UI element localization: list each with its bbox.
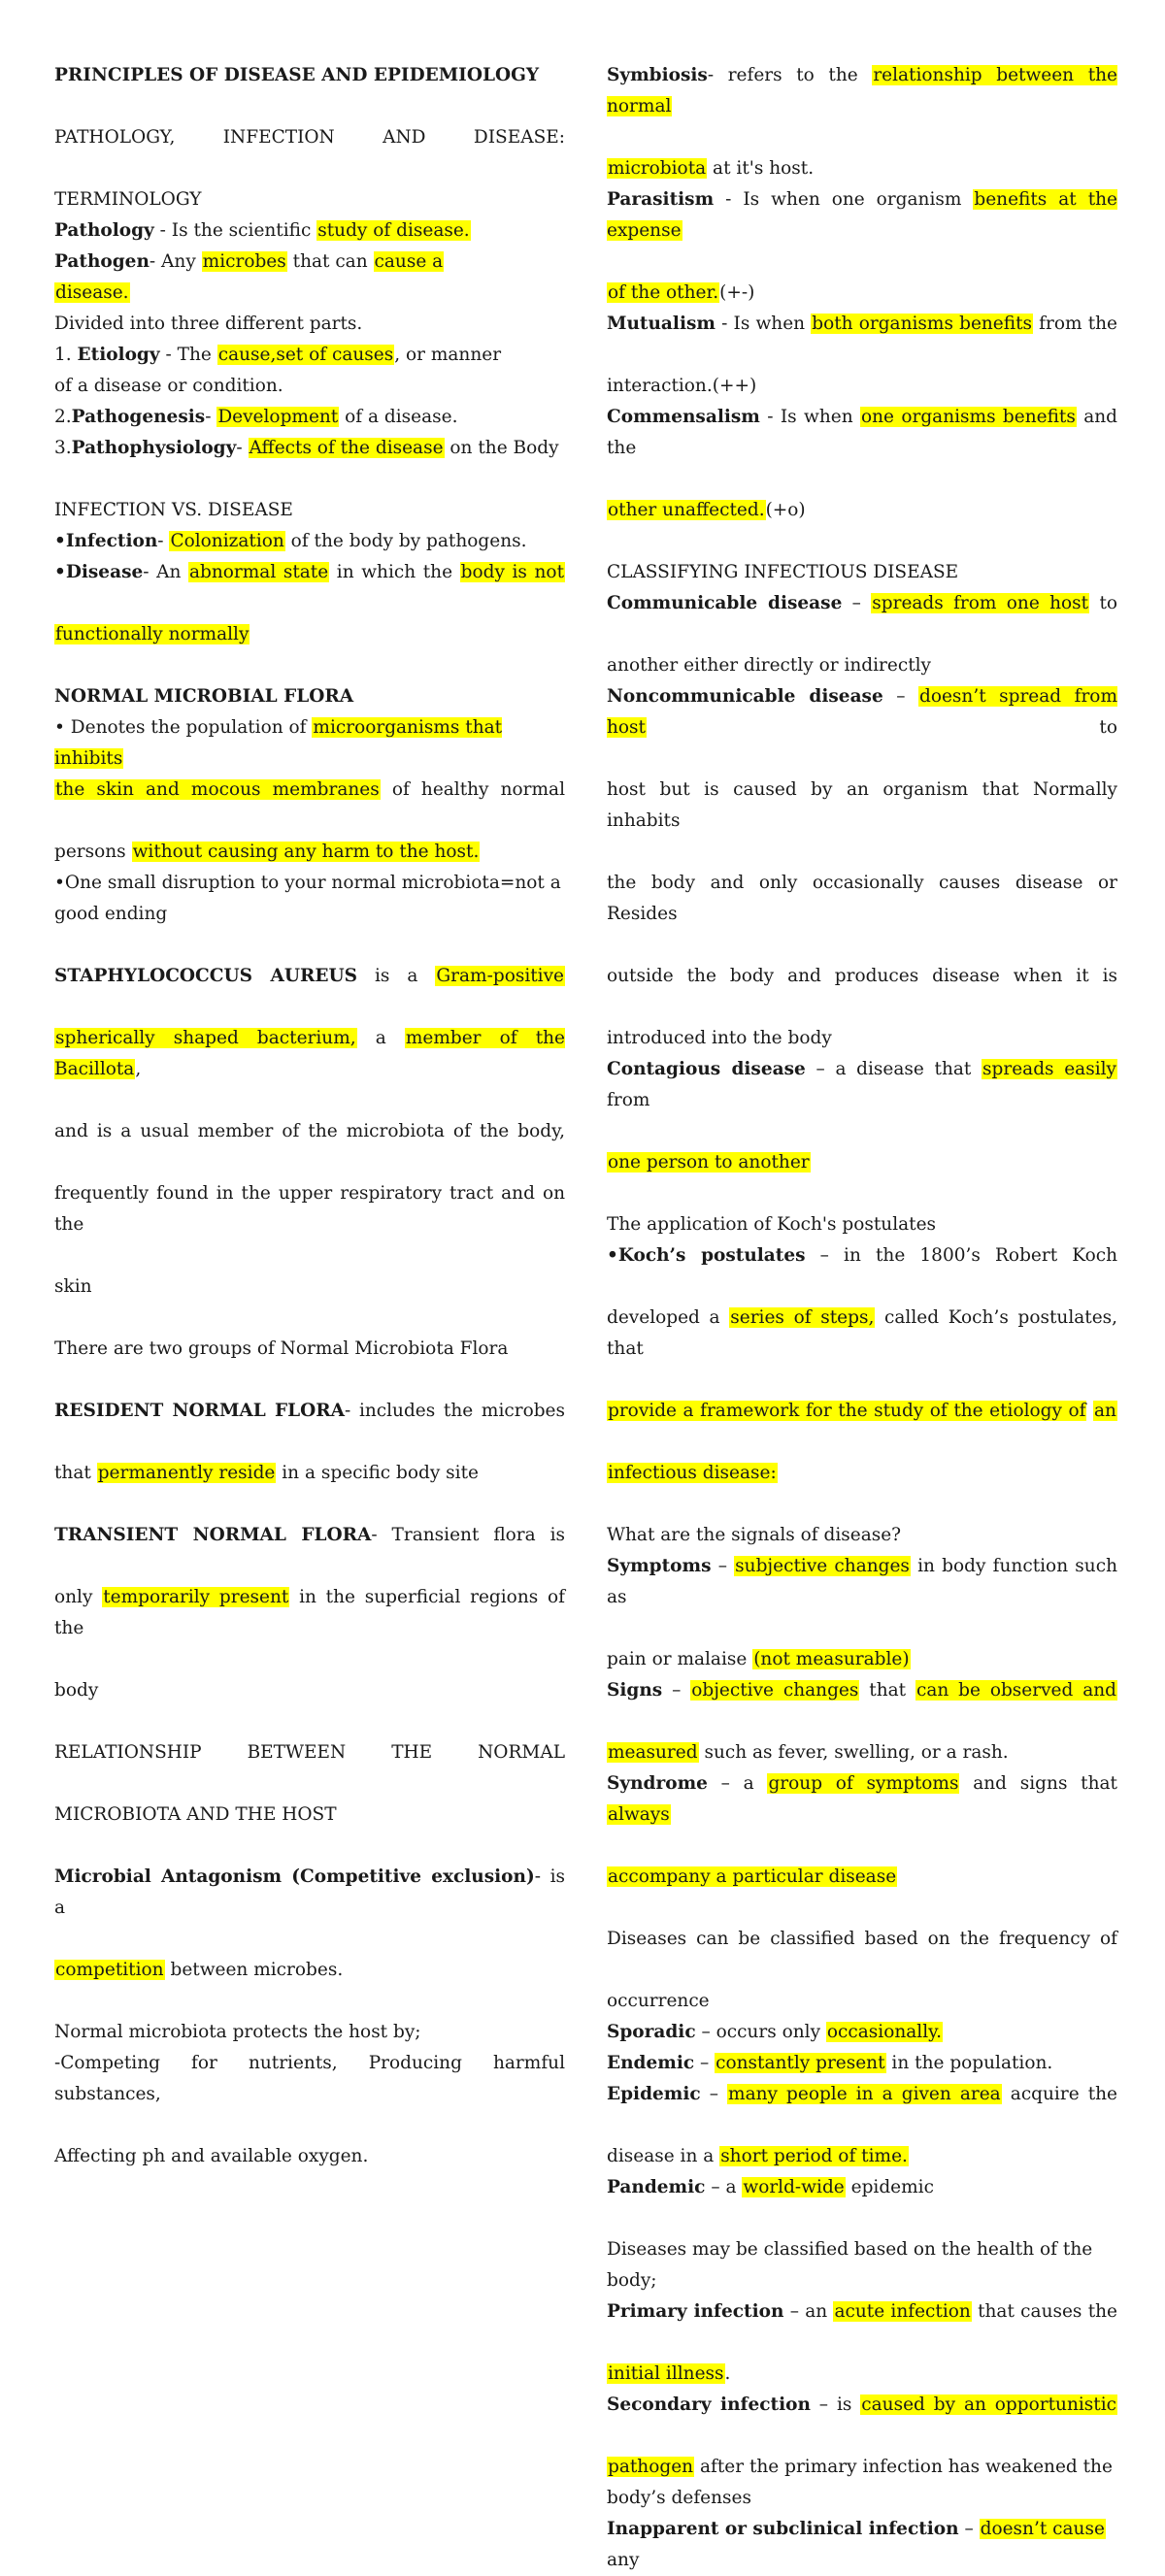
flora-bullet-2-cont: good ending bbox=[54, 904, 168, 924]
flora-bullet-1: • Denotes the population of microorganisms that inhibits bbox=[54, 717, 503, 769]
symptoms-definition-cont: pain or malaise (not measurable) bbox=[607, 1649, 910, 1669]
sporadic-definition: Sporadic – occurs only occasionally. bbox=[607, 2022, 943, 2042]
protects-text: Normal microbiota protects the host by; bbox=[54, 2022, 421, 2042]
endemic-definition: Endemic – constantly present in the population. bbox=[607, 2053, 1053, 2073]
disease-definition: •Disease- An abnormal state in which the body is not bbox=[54, 562, 564, 582]
antagonism-definition-cont: competition between microbes. bbox=[55, 1960, 344, 1980]
contagious-definition-cont: one person to another bbox=[608, 1152, 810, 1172]
signs-definition-cont: measured such as fever, swelling, or a rash. bbox=[608, 1742, 1009, 1763]
left-column bbox=[54, 60, 565, 2172]
primary-infection-definition-cont: initial illness. bbox=[608, 2363, 731, 2384]
pathogenesis-definition: 2.Pathogenesis- Development of a disease. bbox=[54, 407, 458, 427]
transient-flora-definition-cont2: body bbox=[54, 1680, 99, 1701]
competing-text-cont: Affecting ph and available oxygen. bbox=[54, 2146, 369, 2166]
pathology-definition: Pathology - Is the scientific study of disease. bbox=[54, 220, 470, 241]
relationship-heading: RELATIONSHIP BETWEEN THE NORMAL bbox=[54, 1742, 565, 1763]
koch-application-text: The application of Koch's postulates bbox=[607, 1214, 937, 1235]
koch-definition: •Koch’s postulates – in the 1800’s Robert Koch bbox=[607, 1245, 1117, 1266]
epidemic-definition-cont: disease in a short period of time. bbox=[607, 2146, 908, 2166]
koch-definition-cont2: provide a framework for the study of the etiology of an bbox=[608, 1401, 1116, 1421]
flora-bullet-2: •One small disruption to your normal microbiota=not a bbox=[54, 873, 561, 893]
flora-bullet-1-cont2: persons without causing any harm to the host. bbox=[54, 842, 480, 862]
resident-flora-definition-cont: that permanently reside in a specific body site bbox=[54, 1463, 479, 1483]
health-text-cont: body; bbox=[607, 2270, 657, 2291]
secondary-infection-definition-cont: pathogen after the primary infection has weakened the bbox=[608, 2457, 1113, 2477]
transient-flora-definition: TRANSIENT NORMAL FLORA- Transient flora is bbox=[54, 1525, 565, 1545]
signs-definition: Signs – objective changes that can be observed and bbox=[607, 1680, 1116, 1701]
page-title: PRINCIPLES OF DISEASE AND EPIDEMIOLOGY bbox=[54, 65, 540, 85]
communicable-definition: Communicable disease – spreads from one host to bbox=[607, 593, 1118, 613]
noncommunicable-definition-cont3: outside the body and produces disease when it is bbox=[607, 966, 1117, 986]
competing-text: -Competing for nutrients, Producing harmful substances, bbox=[54, 2053, 565, 2104]
infection-vs-disease-heading: INFECTION VS. DISEASE bbox=[54, 500, 293, 520]
transient-flora-definition-cont: only temporarily present in the superficial regions of the bbox=[54, 1587, 565, 1638]
frequency-text: Diseases can be classified based on the frequency of bbox=[607, 1929, 1117, 1949]
communicable-definition-cont: another either directly or indirectly bbox=[607, 655, 931, 676]
signals-question: What are the signals of disease? bbox=[607, 1525, 902, 1545]
right-column bbox=[607, 60, 1117, 2576]
noncommunicable-definition: Noncommunicable disease – doesn’t spread from host to bbox=[607, 686, 1117, 738]
primary-infection-definition: Primary infection – an acute infection that causes the bbox=[607, 2301, 1117, 2322]
staph-definition-cont4: skin bbox=[54, 1276, 92, 1297]
inapparent-infection-definition: Inapparent or subclinical infection – doesn’t cause any bbox=[607, 2519, 1105, 2570]
parasitism-definition-cont: of the other.(+-) bbox=[608, 282, 755, 303]
two-groups-text: There are two groups of Normal Microbiota Flora bbox=[54, 1338, 509, 1359]
pathogen-definition-cont: disease. bbox=[55, 282, 129, 303]
antagonism-definition: Microbial Antagonism (Competitive exclusion)- is a bbox=[54, 1866, 566, 1918]
noncommunicable-definition-cont2: the body and only occasionally causes disease or Resides bbox=[607, 873, 1117, 924]
secondary-infection-definition-cont2: body’s defenses bbox=[607, 2488, 751, 2508]
health-text: Diseases may be classified based on the health of the bbox=[607, 2239, 1093, 2260]
noncommunicable-definition-cont: host but is caused by an organism that Normally inhabits bbox=[607, 779, 1117, 831]
flora-bullet-1-cont: the skin and mocous membranes of healthy normal bbox=[55, 779, 565, 800]
normal-flora-heading: NORMAL MICROBIAL FLORA bbox=[54, 686, 354, 707]
classifying-heading: CLASSIFYING INFECTIOUS DISEASE bbox=[607, 562, 959, 582]
terminology-heading: PATHOLOGY, INFECTION AND DISEASE: bbox=[54, 127, 565, 148]
disease-definition-cont: functionally normally bbox=[55, 624, 250, 644]
symbiosis-definition-cont: microbiota at it's host. bbox=[608, 158, 815, 179]
syndrome-definition-cont: accompany a particular disease bbox=[608, 1866, 897, 1887]
pathophysiology-definition: 3.Pathophysiology- Affects of the disease on the Body bbox=[54, 438, 559, 458]
secondary-infection-definition: Secondary infection – is caused by an opportunistic bbox=[607, 2394, 1116, 2415]
staph-definition-cont2: and is a usual member of the microbiota of the body, bbox=[54, 1121, 565, 1141]
relationship-heading-cont: MICROBIOTA AND THE HOST bbox=[54, 1804, 337, 1825]
frequency-text-cont: occurrence bbox=[607, 1991, 710, 2011]
pathogen-definition: Pathogen- Any microbes that can cause a bbox=[54, 251, 444, 272]
divided-text: Divided into three different parts. bbox=[54, 314, 363, 334]
terminology-heading-cont: TERMINOLOGY bbox=[54, 189, 202, 210]
staph-definition-cont3: frequently found in the upper respiratory tract and on the bbox=[54, 1183, 565, 1235]
commensalism-definition-cont: other unaffected.(+o) bbox=[608, 500, 806, 520]
staph-definition-cont: spherically shaped bacterium, a member of the Bacillota, bbox=[54, 1028, 566, 1079]
epidemic-definition: Epidemic – many people in a given area acquire the bbox=[607, 2084, 1118, 2104]
symptoms-definition: Symptoms – subjective changes in body function such as bbox=[607, 1556, 1117, 1607]
koch-definition-cont3: infectious disease: bbox=[608, 1463, 777, 1483]
contagious-definition: Contagious disease – a disease that spreads easily from bbox=[607, 1059, 1116, 1110]
etiology-definition: 1. Etiology - The cause,set of causes, or manner bbox=[54, 345, 502, 365]
resident-flora-definition: RESIDENT NORMAL FLORA- includes the microbes bbox=[54, 1401, 565, 1421]
koch-definition-cont: developed a series of steps, called Koch’s postulates, that bbox=[607, 1307, 1118, 1359]
symbiosis-definition: Symbiosis- refers to the relationship between the normal bbox=[607, 65, 1117, 116]
parasitism-definition: Parasitism - Is when one organism benefits at the expense bbox=[607, 189, 1117, 241]
staph-definition: STAPHYLOCOCCUS AUREUS is a Gram-positive bbox=[54, 966, 564, 986]
pandemic-definition: Pandemic – a world-wide epidemic bbox=[607, 2177, 934, 2197]
syndrome-definition: Syndrome – a group of symptoms and signs that always bbox=[607, 1773, 1117, 1825]
mutualism-definition-cont: interaction.(++) bbox=[607, 376, 757, 396]
mutualism-definition: Mutualism - Is when both organisms benefits from the bbox=[607, 314, 1117, 334]
infection-definition: •Infection- Colonization of the body by pathogens. bbox=[54, 531, 527, 551]
etiology-definition-cont: of a disease or condition. bbox=[54, 376, 283, 396]
noncommunicable-definition-cont4: introduced into the body bbox=[607, 1028, 832, 1048]
commensalism-definition: Commensalism - Is when one organisms benefits and the bbox=[607, 407, 1117, 458]
